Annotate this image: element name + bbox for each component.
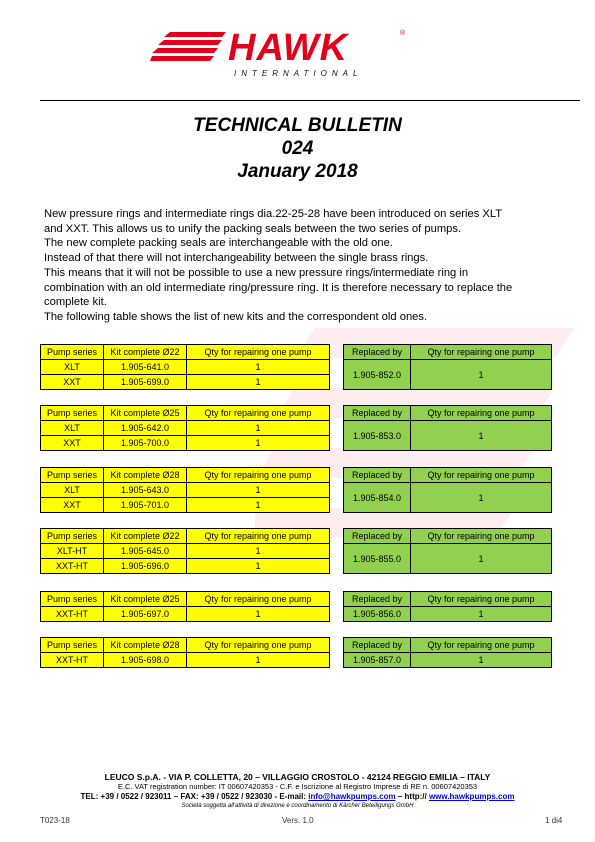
pump-series-cell: XXT-HT <box>41 607 104 622</box>
pump-series-cell: XXT-HT <box>41 653 104 668</box>
header-kit-complete: Kit complete Ø22 <box>104 529 187 544</box>
header-pump-series: Pump series <box>41 592 104 607</box>
pump-series-cell: XXT <box>41 436 104 451</box>
table-header-row <box>41 529 330 544</box>
header-pump-series: Pump series <box>41 529 104 544</box>
table-row <box>41 421 330 436</box>
kit-code-cell: 1.905-643.0 <box>104 483 187 498</box>
table-row <box>41 436 330 451</box>
table-row <box>41 360 330 375</box>
header-qty: Qty for repairing one pump <box>187 592 330 607</box>
header-kit-complete: Kit complete Ø25 <box>104 406 187 421</box>
kit-code-cell: 1.905-699.0 <box>104 375 187 390</box>
header-replaced-by: Replaced by <box>344 406 411 421</box>
qty-cell: 1 <box>187 483 330 498</box>
qty-cell: 1 <box>187 544 330 559</box>
replaced-table-1 <box>343 344 552 390</box>
speed-lines-icon <box>150 28 230 68</box>
table-row <box>41 653 330 668</box>
kit-table-3 <box>40 467 330 513</box>
table-row <box>41 607 330 622</box>
header-qty: Qty for repairing one pump <box>411 406 552 421</box>
header-replaced-by: Replaced by <box>344 638 411 653</box>
pump-series-cell: XLT <box>41 483 104 498</box>
header-qty: Qty for repairing one pump <box>187 468 330 483</box>
qty-cell: 1 <box>187 498 330 513</box>
header-replaced-by: Replaced by <box>344 529 411 544</box>
replaced-code-cell: 1.905-856.0 <box>344 607 411 622</box>
title-line-2: 024 <box>281 138 314 159</box>
hawk-logo <box>150 28 410 80</box>
paragraph-line: Instead of that there will not interchangeability between the single brass rings. <box>44 252 429 265</box>
kit-code-cell: 1.905-700.0 <box>104 436 187 451</box>
header-replaced-by: Replaced by <box>344 592 411 607</box>
table-header-row <box>41 638 330 653</box>
kit-table-6 <box>40 637 330 668</box>
header-pump-series: Pump series <box>41 345 104 360</box>
paragraph-line: combination with an old intermediate ring/pressure ring. It is therefore necessary to replace the <box>44 281 513 294</box>
table-row <box>41 375 330 390</box>
table-header-row <box>41 592 330 607</box>
title-line-3: January 2018 <box>237 161 358 182</box>
paragraph-line: The following table shows the list of new kits and the correspondent old ones. <box>44 310 428 323</box>
header-kit-complete: Kit complete Ø22 <box>104 345 187 360</box>
doc-version: Vers. 1.0 <box>282 816 314 825</box>
table-header-row <box>344 345 552 360</box>
kit-code-cell: 1.905-697.0 <box>104 607 187 622</box>
table-header-row <box>344 406 552 421</box>
logo-subtitle: INTERNATIONAL <box>234 69 363 78</box>
page-number: 1 di4 <box>545 816 563 825</box>
table-header-row <box>344 638 552 653</box>
header-kit-complete: Kit complete Ø28 <box>104 468 187 483</box>
header-qty: Qty for repairing one pump <box>411 592 552 607</box>
kit-table-5 <box>40 591 330 622</box>
table-row <box>41 483 330 498</box>
qty-cell: 1 <box>187 375 330 390</box>
table-row <box>344 544 552 574</box>
qty-cell: 1 <box>187 607 330 622</box>
footer-contacts <box>0 792 595 801</box>
pump-series-cell: XXT-HT <box>41 559 104 574</box>
header-qty: Qty for repairing one pump <box>411 468 552 483</box>
title-line-1: TECHNICAL BULLETIN <box>193 115 402 136</box>
table-header-row <box>344 468 552 483</box>
logo-registered-mark: ® <box>400 30 406 37</box>
kit-code-cell: 1.905-696.0 <box>104 559 187 574</box>
qty-cell: 1 <box>187 559 330 574</box>
kit-code-cell: 1.905-701.0 <box>104 498 187 513</box>
table-row <box>41 544 330 559</box>
footer-vat: E.C. VAT registration number: IT 00607420353 - C.F. e Iscrizione al Registro Imprese di RE n. 00607420353 <box>117 782 478 791</box>
replaced-code-cell: 1.905-852.0 <box>344 360 411 390</box>
paragraph-line: This means that it will not be possible to use a new pressure rings/intermediate ring in <box>44 266 469 279</box>
paragraph-line: New pressure rings and intermediate rings dia.22-25-28 have been introduced on series XLT <box>44 208 503 220</box>
header-replaced-by: Replaced by <box>344 468 411 483</box>
qty-cell: 1 <box>411 544 552 574</box>
logo-brand-text: HAWK <box>228 27 349 69</box>
replaced-table-4 <box>343 528 552 574</box>
header-kit-complete: Kit complete Ø28 <box>104 638 187 653</box>
kit-code-cell: 1.905-698.0 <box>104 653 187 668</box>
qty-cell: 1 <box>411 653 552 668</box>
table-header-row <box>41 406 330 421</box>
kit-code-cell: 1.905-645.0 <box>104 544 187 559</box>
table-header-row <box>41 345 330 360</box>
replaced-code-cell: 1.905-855.0 <box>344 544 411 574</box>
email-link[interactable]: info@hawkpumps.com <box>308 792 396 801</box>
header-qty: Qty for repairing one pump <box>187 345 330 360</box>
replaced-table-5 <box>343 591 552 622</box>
replaced-code-cell: 1.905-857.0 <box>344 653 411 668</box>
header-divider <box>40 100 580 101</box>
pump-series-cell: XLT <box>41 360 104 375</box>
table-row <box>344 607 552 622</box>
website-link[interactable]: www.hawkpumps.com <box>428 792 515 801</box>
paragraph-line: The new complete packing seals are interchangeable with the old one. <box>44 237 393 250</box>
table-row <box>344 653 552 668</box>
table-header-row <box>344 529 552 544</box>
kit-code-cell: 1.905-642.0 <box>104 421 187 436</box>
qty-cell: 1 <box>411 421 552 451</box>
header-pump-series: Pump series <box>41 468 104 483</box>
header-pump-series: Pump series <box>41 638 104 653</box>
qty-cell: 1 <box>187 653 330 668</box>
kit-table-2 <box>40 405 330 451</box>
table-header-row <box>344 592 552 607</box>
pump-series-cell: XLT-HT <box>41 544 104 559</box>
pump-series-cell: XLT <box>41 421 104 436</box>
paragraph-line: complete kit. <box>44 296 107 309</box>
qty-cell: 1 <box>411 483 552 513</box>
bulletin-body <box>44 207 556 325</box>
table-row <box>344 360 552 390</box>
footer-ownership: Società soggetta all'attività di direzione e coordinamento di Kärcher Beteiligungs GmbH <box>181 803 414 809</box>
header-kit-complete: Kit complete Ø25 <box>104 592 187 607</box>
footer-http: – http:// <box>395 792 429 801</box>
footer-address: LEUCO S.p.A. - VIA P. COLLETTA, 20 – VILLAGGIO CROSTOLO - 42124 REGGIO EMILIA – ITALY <box>104 772 491 782</box>
kit-table-4 <box>40 528 330 574</box>
kit-table-1 <box>40 344 330 390</box>
table-row <box>344 421 552 451</box>
pump-series-cell: XXT <box>41 375 104 390</box>
header-pump-series: Pump series <box>41 406 104 421</box>
header-replaced-by: Replaced by <box>344 345 411 360</box>
header-qty: Qty for repairing one pump <box>411 345 552 360</box>
header-qty: Qty for repairing one pump <box>187 529 330 544</box>
qty-cell: 1 <box>187 436 330 451</box>
kit-code-cell: 1.905-641.0 <box>104 360 187 375</box>
bulletin-title <box>0 114 595 183</box>
replaced-table-6 <box>343 637 552 668</box>
table-row <box>344 483 552 513</box>
replaced-table-3 <box>343 467 552 513</box>
paragraph-line: and XXT. This allows us to unify the packing seals between the two series of pumps. <box>44 222 462 235</box>
table-row <box>41 559 330 574</box>
table-row <box>41 498 330 513</box>
footer-phone-fax: TEL: +39 / 0522 / 923011 – FAX: +39 / 0522 / 923030 - E-mail: <box>80 792 309 801</box>
qty-cell: 1 <box>411 607 552 622</box>
replaced-table-2 <box>343 405 552 451</box>
qty-cell: 1 <box>187 421 330 436</box>
replaced-code-cell: 1.905-854.0 <box>344 483 411 513</box>
qty-cell: 1 <box>411 360 552 390</box>
header-qty: Qty for repairing one pump <box>187 406 330 421</box>
header-qty: Qty for repairing one pump <box>187 638 330 653</box>
header-qty: Qty for repairing one pump <box>411 529 552 544</box>
header-qty: Qty for repairing one pump <box>411 638 552 653</box>
table-header-row <box>41 468 330 483</box>
replaced-code-cell: 1.905-853.0 <box>344 421 411 451</box>
qty-cell: 1 <box>187 360 330 375</box>
pump-series-cell: XXT <box>41 498 104 513</box>
doc-code: T023-18 <box>40 816 70 825</box>
